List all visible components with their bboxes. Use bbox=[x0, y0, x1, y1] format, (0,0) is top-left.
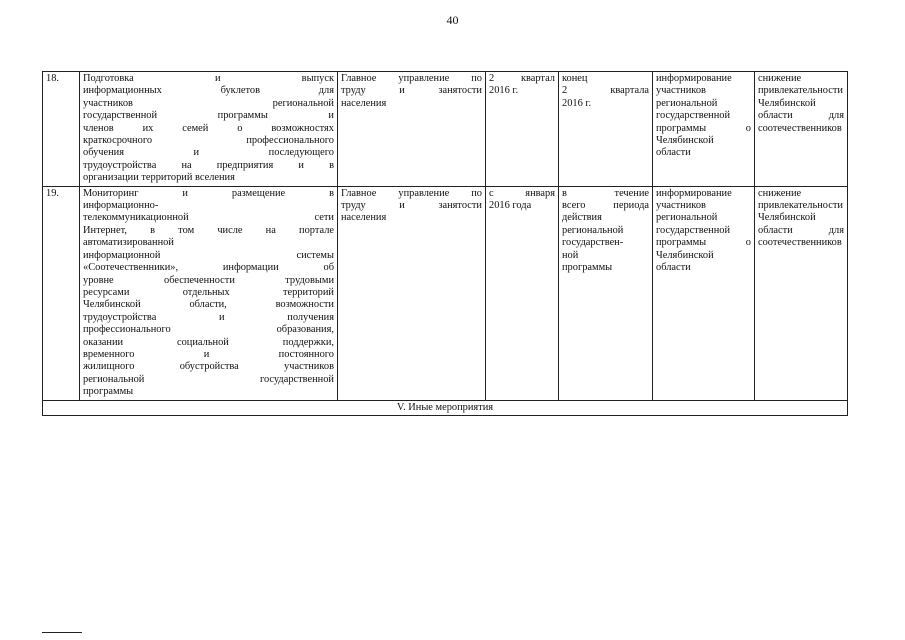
start-date-cell-line: 2016 года bbox=[489, 200, 532, 212]
start-date-cell-line: с января bbox=[489, 187, 555, 199]
effect-cell-line: Челябинской bbox=[758, 212, 816, 224]
effect-cell bbox=[755, 186, 848, 400]
result-cell-line: региональной bbox=[656, 97, 718, 109]
end-date-cell-line: конец bbox=[562, 73, 588, 84]
activity-cell bbox=[80, 72, 338, 187]
activity-cell-line: профессионального образования, bbox=[83, 324, 334, 336]
executor-cell bbox=[338, 186, 486, 400]
activity-cell-line: «Соотечественники», информации об bbox=[83, 262, 334, 274]
start-date-cell-line: 2 квартал bbox=[489, 73, 555, 84]
table-row bbox=[43, 72, 848, 187]
executor-cell-line: труду и занятости bbox=[341, 85, 482, 97]
activity-cell-line: государственной программы и bbox=[83, 110, 334, 122]
end-date-cell-line: ной bbox=[562, 249, 579, 261]
activity-cell-line: оказании социальной поддержки, bbox=[83, 336, 334, 348]
activity-cell-line: автоматизированной bbox=[83, 237, 174, 249]
result-cell-line: программы о bbox=[656, 237, 751, 249]
effect-cell-line: области для bbox=[758, 224, 844, 236]
activity-cell-line: Подготовка и выпуск bbox=[83, 73, 334, 84]
end-date-cell-line: государствен- bbox=[562, 237, 624, 249]
activity-cell-line: информационной системы bbox=[83, 249, 334, 261]
executor-cell-line: Главное управление по bbox=[341, 187, 482, 199]
start-date-cell-line: 2016 г. bbox=[489, 85, 519, 97]
activity-cell-line: членов их семей о возможностях bbox=[83, 122, 334, 134]
result-cell-line: региональной bbox=[656, 212, 718, 224]
result-cell-line: участников bbox=[656, 200, 706, 212]
activity-cell-line: информационно- bbox=[83, 200, 159, 212]
page-number: 40 bbox=[446, 13, 459, 27]
activity-cell-line: участников региональной bbox=[83, 97, 334, 109]
activity-cell-line: Интернет, в том числе на портале bbox=[83, 224, 334, 236]
activity-cell-line: Челябинской области, возможности bbox=[83, 299, 334, 311]
section-title: V. Иные мероприятия bbox=[43, 400, 848, 415]
result-cell-line: области bbox=[656, 147, 691, 159]
effect-cell-line: Челябинской bbox=[758, 97, 816, 109]
activity-cell-line: ресурсами отдельных территорий bbox=[83, 286, 334, 298]
activity-cell-line: временного и постоянного bbox=[83, 348, 334, 360]
activity-cell-line: региональной государственной bbox=[83, 373, 334, 385]
result-cell-line: участников bbox=[656, 85, 706, 97]
end-date-cell-line: в течение bbox=[562, 187, 649, 199]
footnote-rule bbox=[42, 632, 82, 633]
activity-cell-line: уровне обеспеченности трудовыми bbox=[83, 274, 334, 286]
activity-cell-line: трудоустройства и получения bbox=[83, 311, 334, 323]
executor-cell-line: населения bbox=[341, 97, 387, 109]
activity-cell-line: краткосрочного профессионального bbox=[83, 135, 334, 147]
end-date-cell-line: программы bbox=[562, 262, 613, 274]
section-row bbox=[43, 400, 848, 415]
end-date-cell-line: 2016 г. bbox=[562, 97, 592, 109]
activity-cell-line: программы bbox=[83, 386, 134, 398]
executor-cell bbox=[338, 72, 486, 187]
result-cell bbox=[653, 186, 755, 400]
activity-cell-line: организации территорий вселения bbox=[83, 172, 235, 184]
result-cell-line: государственной bbox=[656, 224, 731, 236]
executor-cell-line: населения bbox=[341, 212, 387, 224]
activity-cell-line: телекоммуникационной сети bbox=[83, 212, 334, 224]
result-cell bbox=[653, 72, 755, 187]
activity-cell-line: жилищного обустройства участников bbox=[83, 361, 334, 373]
end-date-cell bbox=[559, 72, 653, 187]
end-date-cell-line: действия bbox=[562, 212, 602, 224]
effect-cell-line: соотечественников bbox=[758, 122, 842, 134]
end-date-cell-line: всего периода bbox=[562, 200, 649, 212]
effect-cell-line: области для bbox=[758, 110, 844, 122]
effect-cell-line: снижение bbox=[758, 187, 802, 199]
table-row bbox=[43, 186, 848, 400]
result-cell-line: Челябинской bbox=[656, 249, 714, 261]
start-date-cell bbox=[486, 186, 559, 400]
end-date-cell bbox=[559, 186, 653, 400]
activity-cell bbox=[80, 186, 338, 400]
executor-cell-line: Главное управление по bbox=[341, 73, 482, 84]
row-number: 18. bbox=[43, 72, 80, 187]
row-number: 19. bbox=[43, 186, 80, 400]
result-cell-line: информирование bbox=[656, 73, 732, 84]
activity-cell-line: обучения и последующего bbox=[83, 147, 334, 159]
effect-cell-line: снижение bbox=[758, 73, 802, 84]
effect-cell-line: привлекательности bbox=[758, 200, 843, 212]
end-date-cell-line: региональной bbox=[562, 224, 624, 236]
effect-cell bbox=[755, 72, 848, 187]
effect-cell-line: соотечественников bbox=[758, 237, 842, 249]
activity-cell-line: трудоустройства на предприятия и в bbox=[83, 159, 334, 171]
result-cell-line: области bbox=[656, 262, 691, 274]
result-cell-line: программы о bbox=[656, 122, 751, 134]
result-cell-line: Челябинской bbox=[656, 135, 714, 147]
end-date-cell-line: 2 квартала bbox=[562, 85, 649, 97]
activity-cell-line: Мониторинг и размещение в bbox=[83, 187, 334, 199]
result-cell-line: информирование bbox=[656, 187, 732, 199]
executor-cell-line: труду и занятости bbox=[341, 200, 482, 212]
result-cell-line: государственной bbox=[656, 110, 731, 122]
activity-cell-line: информационных буклетов для bbox=[83, 85, 334, 97]
start-date-cell bbox=[486, 72, 559, 187]
activities-table bbox=[42, 71, 848, 416]
effect-cell-line: привлекательности bbox=[758, 85, 843, 97]
